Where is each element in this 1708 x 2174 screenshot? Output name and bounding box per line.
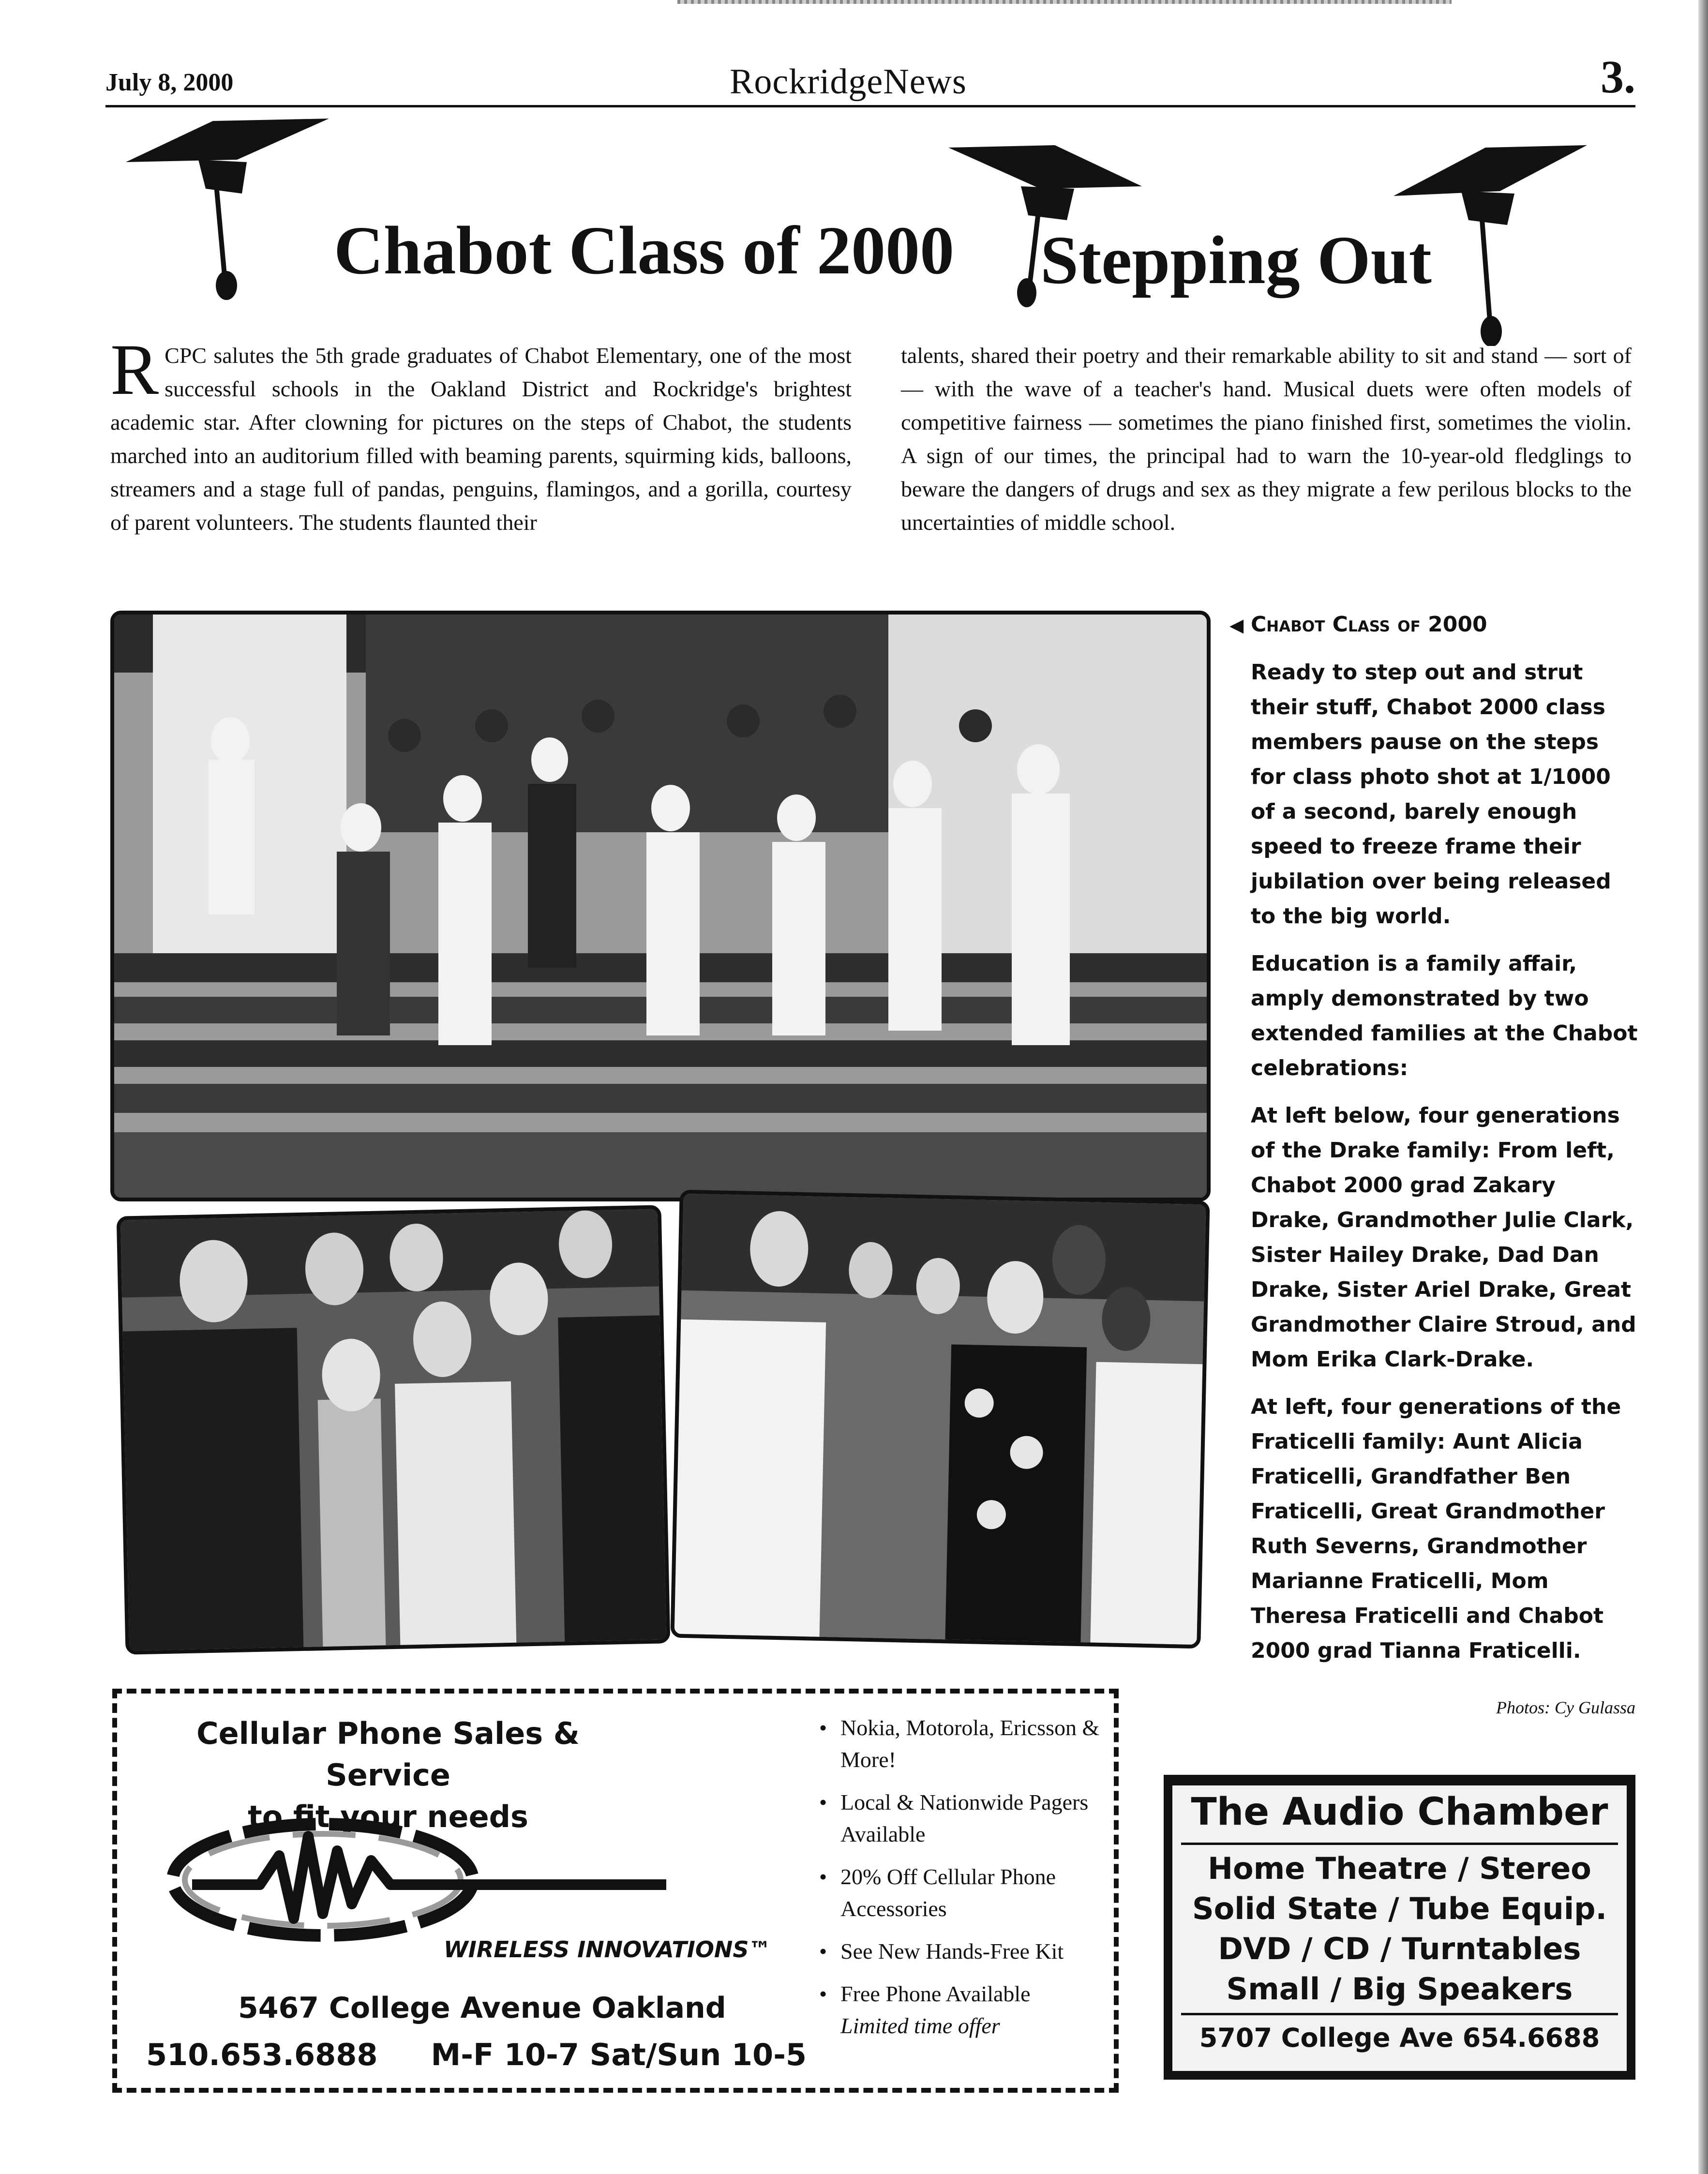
ad-bullet: • Nokia, Motorola, Ericsson & More! <box>840 1712 1116 1776</box>
ad-title: The Audio Chamber <box>1191 1790 1608 1834</box>
caption-heading-text: Chabot Class of 2000 <box>1251 612 1487 637</box>
graduation-cap-icon <box>116 116 339 310</box>
ad-hours: M-F 10-7 Sat/Sun 10-5 <box>431 2037 807 2072</box>
ad-title-line: Cellular Phone Sales & Service <box>196 1716 580 1793</box>
ad-phone: 510.653.6888 <box>146 2037 378 2072</box>
article-text-left: CPC salutes the 5th grade graduates of Chabot Elementary, one of the most successful schools in the Oakland District and Rockridge's brightest academic star. After clowning for pictures on the steps of Chabot, the students marched into an auditorium filled with beaming parents, squirming kids, balloons, streamers and a stage full of pandas, penguins, flamingos, and a gorilla, courtesy of parent volunteers. The students flaunted their <box>110 343 852 535</box>
ad-bullet-list <box>821 1712 1116 2053</box>
caption-arrow-icon: ◀ <box>1229 615 1244 636</box>
ad-rule <box>1181 1843 1618 1845</box>
caption-paragraph: At left below, four generations of the Drake family: From left, Chabot 2000 grad Zakary Drake, Grandmother Julie Clark, Sister Hailey Drake, Dad Dan Drake, Sister Ariel Drake, Great Grandmother Claire Stroud, and Mom Erika Clark-Drake. <box>1251 1103 1636 1372</box>
ad-bullet: • 20% Off Cellular Phone Accessories <box>840 1861 1116 1925</box>
paper-name: RockridgeNews <box>730 62 967 102</box>
headline-left: Chabot Class of 2000 <box>334 212 955 288</box>
audio-chamber-ad <box>1164 1775 1635 2080</box>
ad-line: Small / Big Speakers <box>1226 1971 1573 2007</box>
audio-chamber-ad-panel <box>1172 1785 1627 2071</box>
wireless-innovations-logo <box>163 1807 773 1967</box>
drake-family-photo <box>117 1205 671 1654</box>
photo-credit: Photos: Cy Gulassa <box>1496 1698 1635 1717</box>
wireless-innovations-ad <box>112 1689 1119 2093</box>
ad-line: Solid State / Tube Equip. <box>1192 1891 1607 1926</box>
caption-paragraph: Ready to step out and strut their stuff, Chabot 2000 class members pause on the steps for class photo shot at 1/1000 of a second, barely enough speed to freeze frame their jubilation over being released to the big world. <box>1251 660 1611 929</box>
headline-right: Stepping Out <box>1040 222 1432 298</box>
page-edge-top <box>677 0 1452 4</box>
ad-bullet: • See New Hands-Free Kit <box>840 1935 1116 1967</box>
drop-cap: R <box>110 330 159 410</box>
masthead-rule <box>105 105 1635 107</box>
page-edge-right <box>1698 0 1708 2174</box>
issue-date: July 8, 2000 <box>105 69 234 96</box>
ad-bullet-text: Free Phone Available <box>840 1981 1031 2006</box>
masthead <box>105 51 1635 107</box>
caption-paragraph: Education is a family affair, amply demonstrated by two extended families at the Chabot celebrations: <box>1251 951 1638 1080</box>
ad-line: DVD / CD / Turntables <box>1218 1931 1581 1966</box>
ad-rule <box>1181 2013 1618 2015</box>
ad-footer: 5707 College Ave 654.6688 <box>1199 2023 1600 2053</box>
ad-contact <box>146 2037 807 2072</box>
caption-heading <box>1229 607 1638 643</box>
article-column-left <box>110 330 852 539</box>
ad-line: Home Theatre / Stereo <box>1208 1851 1591 1886</box>
caption-paragraph: At left, four generations of the Fraticelli family: Aunt Alicia Fraticelli, Grandfather Ben Fraticelli, Great Grandmother Ruth Severns, Grandmother Marianne Fraticelli, Mom Theresa Fraticelli and Chabot 2000 grad Tianna Fraticelli. <box>1251 1394 1621 1663</box>
ad-offer-note: Limited time offer <box>840 2013 1000 2038</box>
ad-title-line: to fit your needs <box>248 1799 528 1834</box>
ad-bullet: • Local & Nationwide Pagers Available <box>840 1786 1116 1850</box>
logo-text: WIRELESS INNOVATIONS™ <box>444 1936 771 1963</box>
class-photo <box>110 611 1211 1201</box>
ad-bullet <box>840 1978 1116 2042</box>
photo-caption <box>1229 607 1638 1681</box>
article-column-right: talents, shared their poetry and their remarkable ability to sit and stand — sort of — with the wave of a teacher's hand. Musical duets were often models of competitive fairness — sometimes the piano finished first, sometimes the violin. A sign of our times, the principal had to warn the 10-year-old fledglings to beware the dangers of drugs and sex as they migrate a few perilous blocks to the uncertainties of middle school. <box>901 343 1632 535</box>
fraticelli-family-photo <box>670 1190 1210 1649</box>
page-number: 3. <box>1601 51 1635 103</box>
ad-address: 5467 College Avenue Oakland <box>238 1991 726 2025</box>
